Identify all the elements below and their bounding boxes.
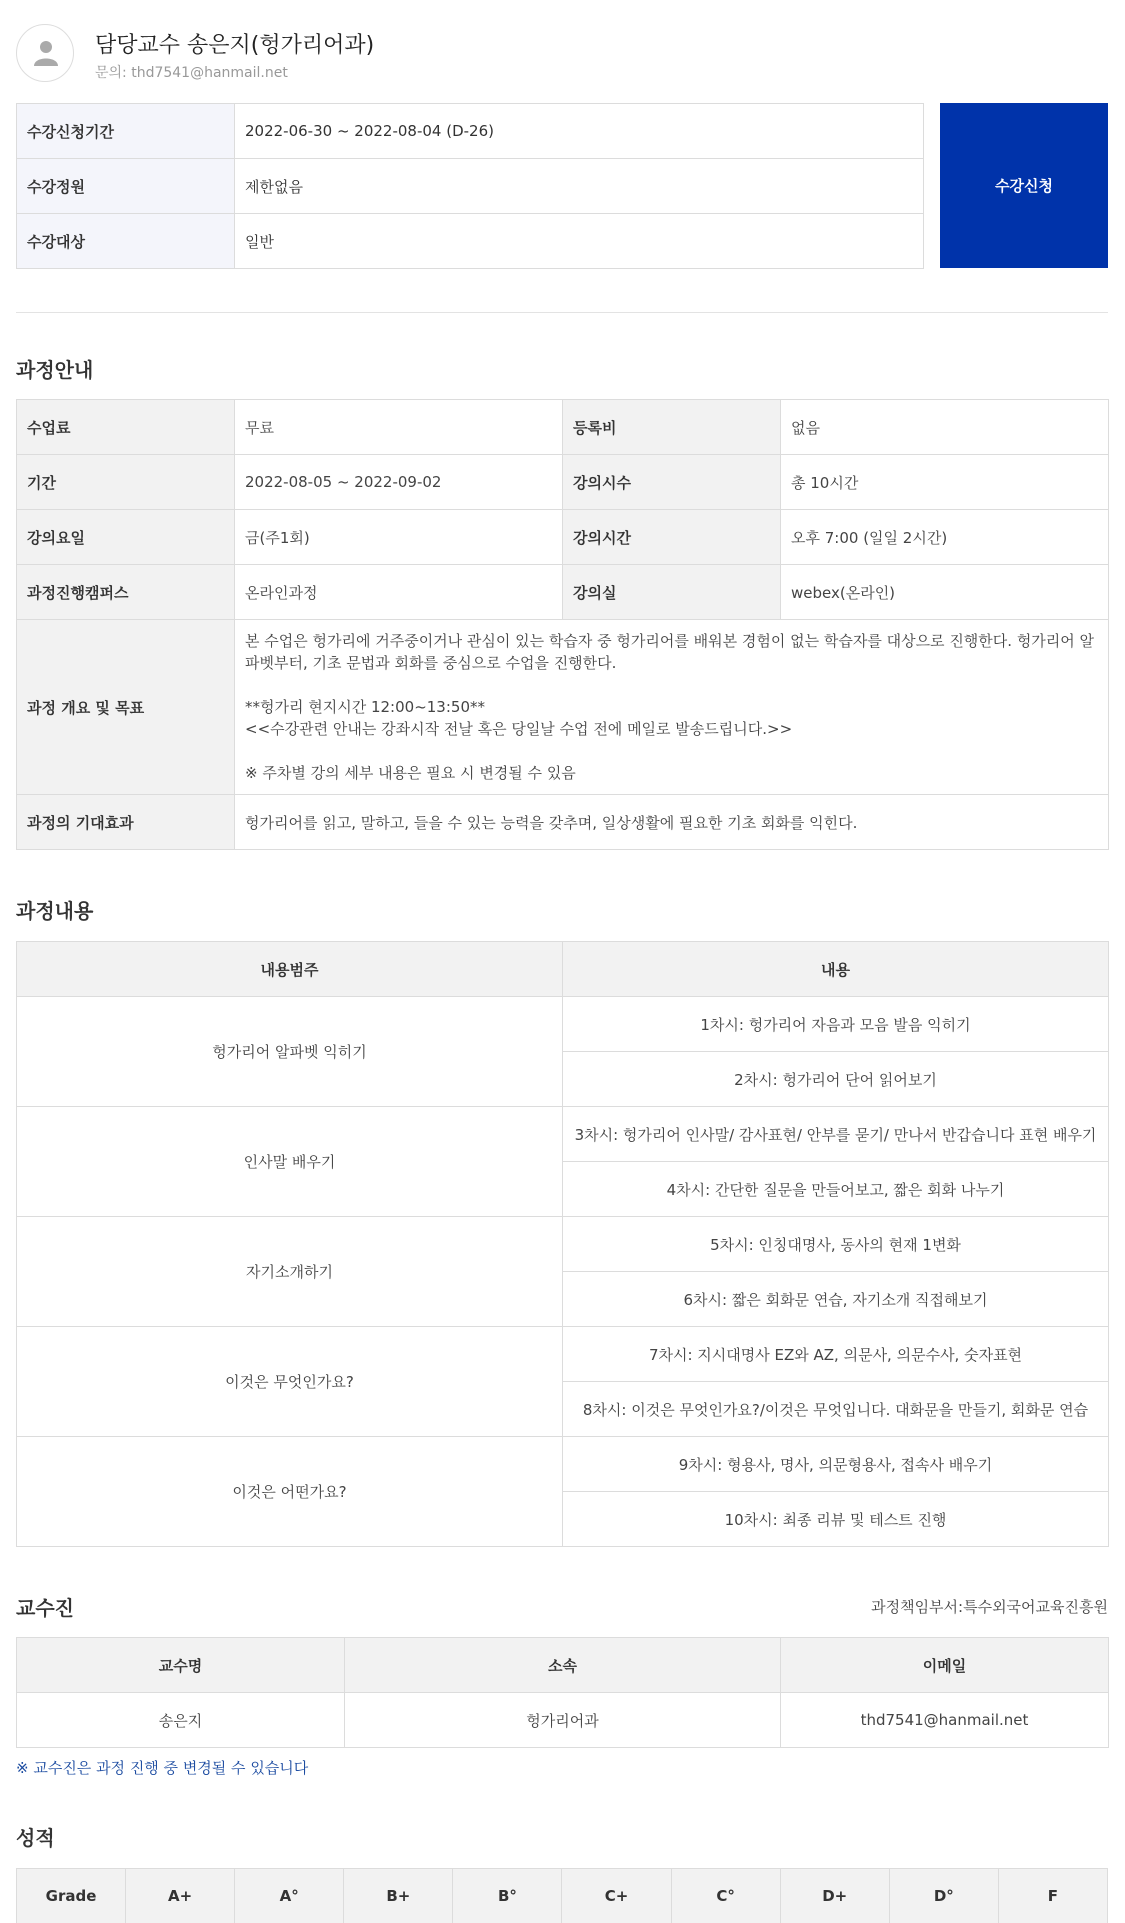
faculty-name: 송은지 [17,1693,345,1748]
column-header-name: 교수명 [17,1638,345,1693]
content-category: 자기소개하기 [17,1217,563,1327]
table-header-row [17,942,1109,997]
faculty-email: thd7541@hanmail.net [781,1693,1109,1748]
table-row [17,510,1109,565]
effect-label: 과정의 기대효과 [17,795,235,850]
day-value: 금(주1회) [235,510,563,565]
grade-c-plus: C+ [562,1869,671,1923]
period-value: 2022-06-30 ~ 2022-08-04 (D-26) [235,104,924,159]
effect-value: 헝가리어를 읽고, 말하고, 들을 수 있는 능력을 갖추며, 일상생활에 필요한 기초 회화를 익힌다. [235,795,1109,850]
table-row [17,1217,1109,1272]
duration-value: 2022-08-05 ~ 2022-09-02 [235,455,563,510]
table-row [17,620,1109,795]
content-category: 이것은 어떤가요? [17,1437,563,1547]
table-row [17,1327,1109,1382]
column-header-affiliation: 소속 [345,1638,781,1693]
registration-table [16,103,924,269]
overview-line: **헝가리 현지시간 12:00~13:50** [245,698,485,716]
content-item: 10차시: 최종 리뷰 및 테스트 진행 [563,1492,1109,1547]
user-icon [16,24,74,82]
content-item: 3차시: 헝가리어 인사말/ 감사표현/ 안부를 묻기/ 만나서 반갑습니다 표현 배우기 [563,1107,1109,1162]
table-row [17,455,1109,510]
section-title-grades: 성적 [16,1826,55,1850]
table-header-row [17,1638,1109,1693]
campus-value: 온라인과정 [235,565,563,620]
faculty-affiliation: 헝가리어과 [345,1693,781,1748]
table-row [17,1693,1109,1748]
professor-header [16,24,1108,84]
grade-a-plus: A+ [126,1869,235,1923]
content-item: 4차시: 간단한 질문을 만들어보고, 짧은 회화 나누기 [563,1162,1109,1217]
overview-line: 본 수업은 헝가리에 거주중이거나 관심이 있는 학습자 중 헝가리어를 배워본 경험이 없는 학습자를 대상으로 진행한다. 헝가리어 알파벳부터, 기초 문법과 회화를 중심으로 수업을 진행한다. [245,632,1095,672]
target-value: 일반 [235,214,924,269]
content-category: 이것은 무엇인가요? [17,1327,563,1437]
table-row [17,795,1109,850]
fee-label: 수업료 [17,400,235,455]
table-row [17,1107,1109,1162]
column-header-category: 내용범주 [17,942,563,997]
table-row [17,565,1109,620]
fee-value: 무료 [235,400,563,455]
course-content-table [16,941,1109,1547]
overview-line [245,740,1098,762]
table-header-row [17,1869,1108,1923]
table-row [17,400,1109,455]
overview-line: <<수강관련 안내는 강좌시작 전날 혹은 당일날 수업 전에 메일로 발송드립니다.>> [245,720,793,738]
time-value: 오후 7:00 (일일 2시간) [781,510,1109,565]
capacity-label: 수강정원 [17,159,235,214]
content-category: 헝가리어 알파벳 익히기 [17,997,563,1107]
capacity-value: 제한없음 [235,159,924,214]
department-label: 과정책임부서:특수외국어교육진흥원 [871,1598,1108,1616]
table-row [17,159,924,214]
target-label: 수강대상 [17,214,235,269]
content-category: 인사말 배우기 [17,1107,563,1217]
content-item: 2차시: 헝가리어 단어 읽어보기 [563,1052,1109,1107]
professor-title: 담당교수 송은지(헝가리어과) [95,33,375,58]
column-header-email: 이메일 [781,1638,1109,1693]
content-item: 1차시: 헝가리어 자음과 모음 발음 익히기 [563,997,1109,1052]
content-item: 5차시: 인칭대명사, 동사의 현재 1변화 [563,1217,1109,1272]
grade-b-plus: B+ [344,1869,453,1923]
grade-a-zero: A° [235,1869,344,1923]
overview-line [245,674,1098,696]
grade-header: Grade [17,1869,126,1923]
table-row [17,214,924,269]
grade-d-plus: D+ [780,1869,889,1923]
content-item: 7차시: 지시대명사 EZ와 AZ, 의문사, 의문수사, 숫자표현 [563,1327,1109,1382]
grade-d-zero: D° [889,1869,998,1923]
faculty-change-note: ※ 교수진은 과정 진행 중 변경될 수 있습니다 [16,1759,309,1777]
grade-f: F [998,1869,1107,1923]
content-item: 9차시: 형용사, 명사, 의문형용사, 접속사 배우기 [563,1437,1109,1492]
overview-value [235,620,1109,795]
room-label: 강의실 [563,565,781,620]
registration-fee-value: 없음 [781,400,1109,455]
period-label: 수강신청기간 [17,104,235,159]
campus-label: 과정진행캠퍼스 [17,565,235,620]
registration-fee-label: 등록비 [563,400,781,455]
faculty-table [16,1637,1109,1748]
time-label: 강의시간 [563,510,781,565]
hours-value: 총 10시간 [781,455,1109,510]
duration-label: 기간 [17,455,235,510]
apply-button[interactable]: 수강신청 [940,103,1108,268]
table-row [17,1437,1109,1492]
table-row [17,104,924,159]
room-value: webex(온라인) [781,565,1109,620]
section-title-faculty: 교수진 [16,1596,74,1620]
grade-b-zero: B° [453,1869,562,1923]
divider [16,312,1108,313]
day-label: 강의요일 [17,510,235,565]
content-item: 6차시: 짧은 회화문 연습, 자기소개 직접해보기 [563,1272,1109,1327]
section-title-course-content: 과정내용 [16,899,94,923]
table-row [17,997,1109,1052]
content-item: 8차시: 이것은 무엇인가요?/이것은 무엇입니다. 대화문을 만들기, 회화문 연습 [563,1382,1109,1437]
contact-email: 문의: thd7541@hanmail.net [95,65,288,81]
hours-label: 강의시수 [563,455,781,510]
overview-label: 과정 개요 및 목표 [17,620,235,795]
section-title-course-info: 과정안내 [16,358,94,382]
overview-line: ※ 주차별 강의 세부 내용은 필요 시 변경될 수 있음 [245,764,576,782]
course-info-table [16,399,1109,850]
grades-table [16,1868,1108,1923]
grade-c-zero: C° [671,1869,780,1923]
column-header-content: 내용 [563,942,1109,997]
